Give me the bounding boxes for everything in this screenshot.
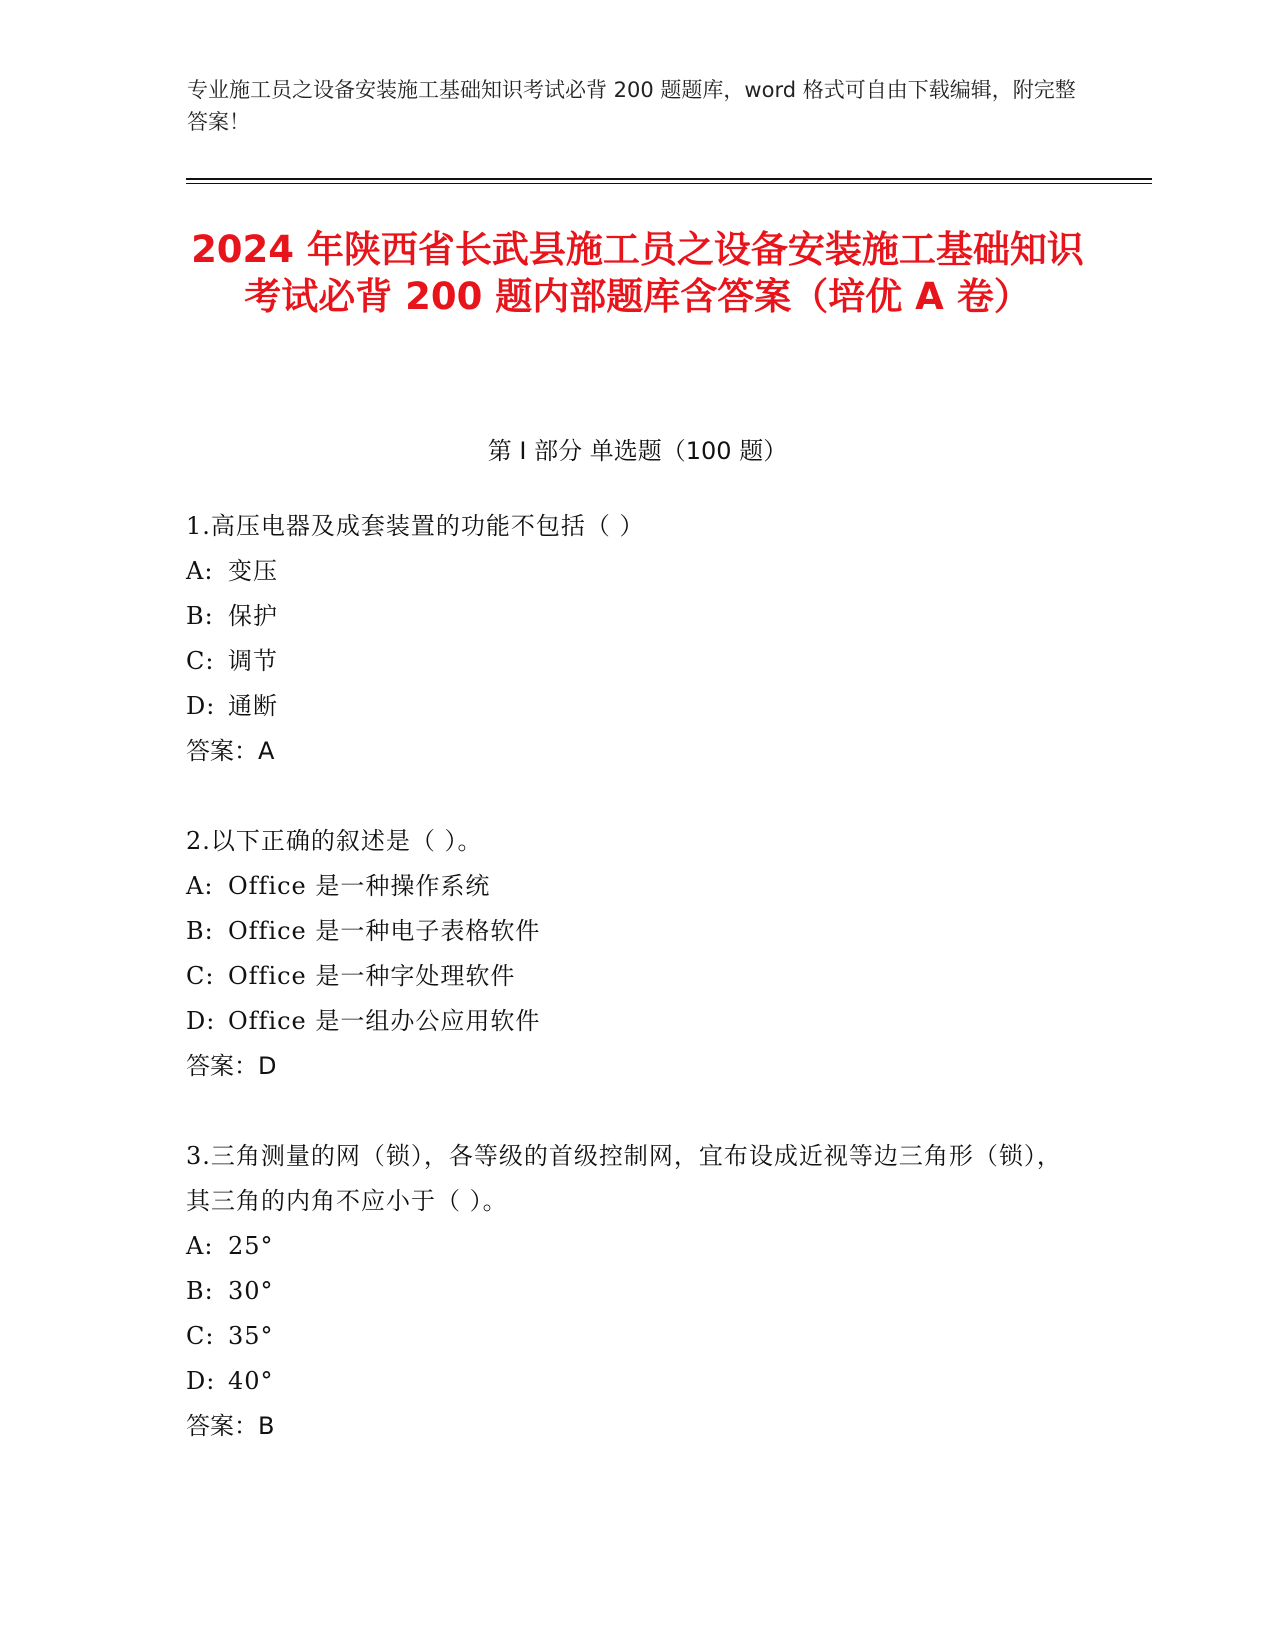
answer-value: A bbox=[258, 737, 275, 765]
option-letter: B: bbox=[186, 917, 214, 945]
option-letter: D: bbox=[186, 692, 216, 720]
question-2 bbox=[186, 819, 1106, 1089]
option-text: 40° bbox=[228, 1367, 274, 1395]
option-c bbox=[186, 1314, 1066, 1359]
header-note: 专业施工员之设备安装施工基础知识考试必背 200 题题库，word 格式可自由下载编辑，附完整答案！ bbox=[187, 78, 1076, 134]
answer-line bbox=[186, 729, 1106, 774]
question-3 bbox=[186, 1134, 1066, 1449]
question-stem: 2.以下正确的叙述是（ ）。 bbox=[186, 827, 483, 855]
answer-value: B bbox=[258, 1412, 275, 1440]
document-title: 2024 年陕西省长武县施工员之设备安装施工基础知识考试必背 200 题内部题库含答案（培优 A 卷） bbox=[191, 228, 1084, 318]
option-letter: C: bbox=[186, 962, 215, 990]
question-stem: 3.三角测量的网（锁），各等级的首级控制网，宜布设成近视等边三角形（锁），其三角的内角不应小于（ ）。 bbox=[186, 1142, 1062, 1215]
answer-label: 答案： bbox=[186, 1412, 258, 1440]
option-letter: A: bbox=[186, 557, 214, 585]
option-text: Office 是一种电子表格软件 bbox=[228, 917, 541, 945]
option-letter: D: bbox=[186, 1367, 216, 1395]
option-text: 调节 bbox=[228, 647, 278, 675]
option-text: 保护 bbox=[228, 602, 278, 630]
option-b bbox=[186, 594, 1106, 639]
option-text: 25° bbox=[228, 1232, 274, 1260]
option-text: 通断 bbox=[228, 692, 278, 720]
answer-label: 答案： bbox=[186, 737, 258, 765]
option-d bbox=[186, 999, 1106, 1044]
option-letter: C: bbox=[186, 1322, 215, 1350]
question-1 bbox=[186, 504, 1106, 774]
option-b bbox=[186, 1269, 1066, 1314]
option-text: 35° bbox=[228, 1322, 274, 1350]
header-rule-thin bbox=[186, 183, 1152, 184]
option-text: 30° bbox=[228, 1277, 274, 1305]
answer-line bbox=[186, 1404, 1066, 1449]
answer-line bbox=[186, 1044, 1106, 1089]
option-letter: B: bbox=[186, 1277, 214, 1305]
option-text: Office 是一组办公应用软件 bbox=[228, 1007, 541, 1035]
option-letter: B: bbox=[186, 602, 214, 630]
option-text: Office 是一种操作系统 bbox=[228, 872, 491, 900]
option-text: 变压 bbox=[228, 557, 278, 585]
option-d bbox=[186, 684, 1106, 729]
option-a bbox=[186, 549, 1106, 594]
option-c bbox=[186, 954, 1106, 999]
question-stem: 1.高压电器及成套装置的功能不包括（ ） bbox=[186, 512, 645, 540]
option-a bbox=[186, 1224, 1066, 1269]
option-c bbox=[186, 639, 1106, 684]
option-text: Office 是一种字处理软件 bbox=[228, 962, 516, 990]
option-b bbox=[186, 909, 1106, 954]
header-rule-thick bbox=[186, 178, 1152, 180]
answer-value: D bbox=[258, 1052, 277, 1080]
option-letter: A: bbox=[186, 872, 214, 900]
section-heading: 第 I 部分 单选题（100 题） bbox=[487, 437, 788, 465]
option-a bbox=[186, 864, 1106, 909]
answer-label: 答案： bbox=[186, 1052, 258, 1080]
option-letter: A: bbox=[186, 1232, 214, 1260]
option-letter: C: bbox=[186, 647, 215, 675]
option-letter: D: bbox=[186, 1007, 216, 1035]
option-d bbox=[186, 1359, 1066, 1404]
